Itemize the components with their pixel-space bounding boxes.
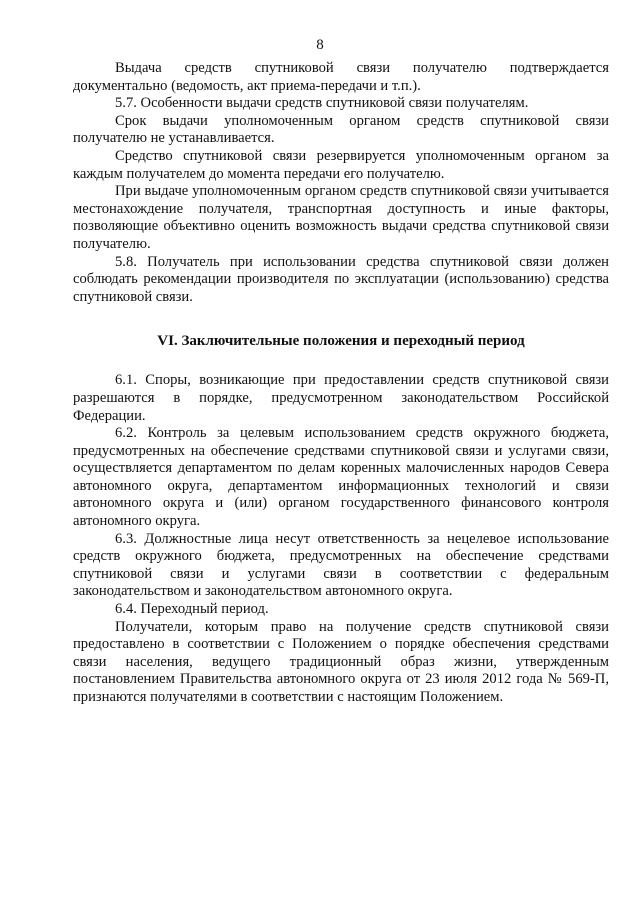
- paragraph-location-factors: При выдаче уполномоченным органом средств спутниковой связи учитывается местонахождение получателя, транспортная доступность и иные факторы, позволяющие объективно оценить возможность выдачи средства спутниковой связи получателю.: [73, 183, 609, 252]
- paragraph-section-6-3: 6.3. Должностные лица несут ответственность за нецелевое использование средств окружного бюджета, предусмотренных на обеспечение средствами спутниковой связи и услугами связи в соответствии с федеральным законодательством и законодательством автономного округа.: [73, 530, 609, 600]
- paragraph-transition-recipients: Получатели, которым право на получение средств спутниковой связи предоставлено в соответствии с Положением о порядке обеспечения средствами связи населения, ведущего традиционный образ жизни, утвержденным постановлением Правительства автономного округа от 23 июля 2012 года № 569-П, признаются получателями в соответствии с настоящим Положением.: [73, 618, 609, 705]
- paragraph-section-6-2: 6.2. Контроль за целевым использованием средств окружного бюджета, предусмотренных на обеспечение средствами спутниковой связи и услугами связи, осуществляется департаментом по делам коренных малочисленных народов Севера автономного округа, департаментом информационных технологий и связи автономного округа и (или) органом государственного финансового контроля автономного округа.: [73, 425, 609, 530]
- document-body: [73, 60, 609, 707]
- paragraph-section-5-7: 5.7. Особенности выдачи средств спутниковой связи получателям.: [115, 95, 529, 112]
- paragraph-section-6-4: 6.4. Переходный период.: [115, 601, 269, 618]
- paragraph-section-6-1: 6.1. Споры, возникающие при предоставлении средств спутниковой связи разрешаются в порядке, предусмотренном законодательством Российской Федерации.: [73, 372, 609, 424]
- paragraph-reservation: Средство спутниковой связи резервируется уполномоченным органом за каждым получателем до момента передачи его получателю.: [73, 147, 609, 182]
- page-number: 8: [316, 37, 324, 53]
- paragraph-section-5-8: 5.8. Получатель при использовании средства спутниковой связи должен соблюдать рекомендации производителя по эксплуатации (использованию) средства спутниковой связи.: [73, 253, 609, 305]
- section-heading-vi: VI. Заключительные положения и переходный период: [157, 333, 525, 350]
- paragraph-issuance-confirmation: Выдача средств спутниковой связи получателю подтверждается документально (ведомость, акт приема-передачи и т.п.).: [73, 60, 609, 94]
- paragraph-issuance-term: Срок выдачи уполномоченным органом средств спутниковой связи получателю не устанавливается.: [73, 112, 609, 147]
